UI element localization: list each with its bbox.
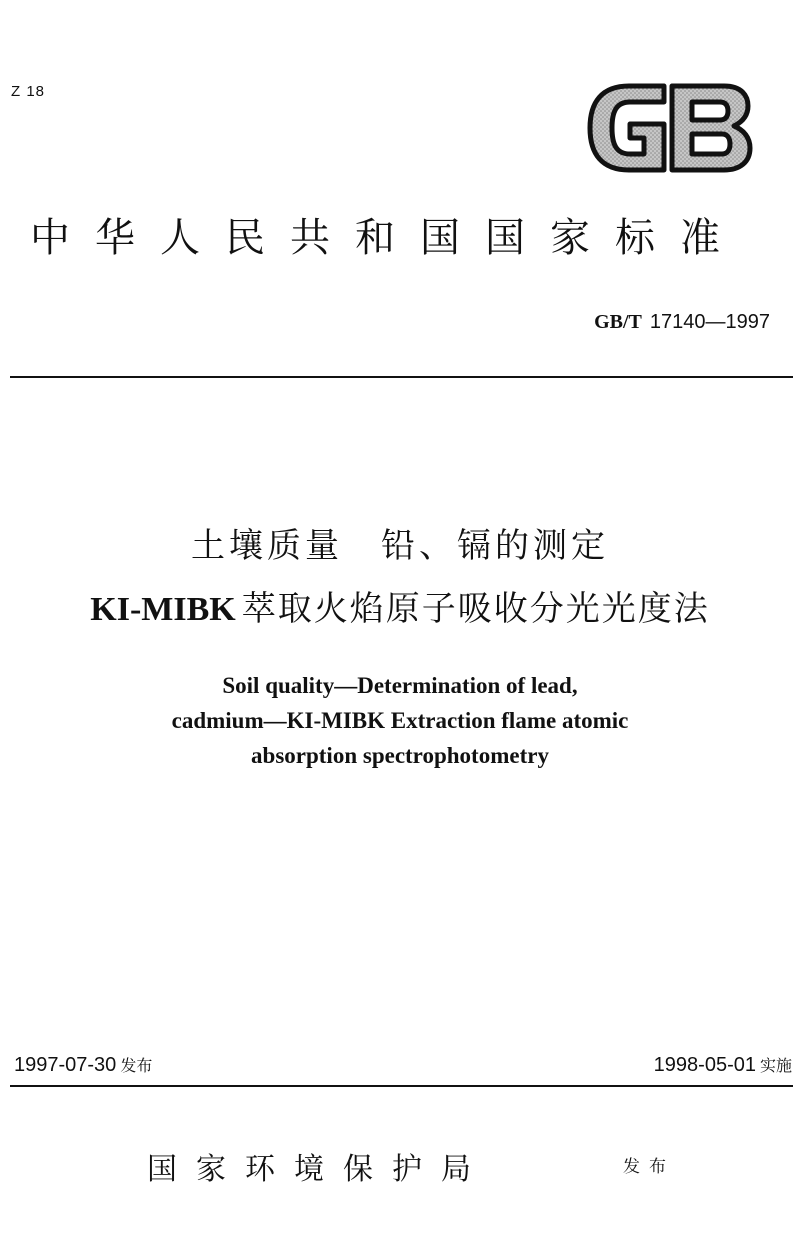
issue-date-label: 发布: [120, 1056, 153, 1075]
issue-date-value: 1997-07-30: [14, 1054, 117, 1076]
standard-number-prefix: GB/T: [594, 311, 642, 333]
chinese-title-line-2-latin: KI-MIBK: [90, 591, 236, 628]
implementation-date-value: 1998-05-01: [653, 1054, 756, 1076]
classification-code: Z 18: [11, 83, 46, 100]
standard-number: [594, 309, 770, 334]
chinese-title-line-2: [0, 581, 800, 630]
standard-number-value: 17140—1997: [649, 311, 770, 333]
english-title-line: Soil quality—Determination of lead,: [222, 673, 578, 698]
issuer-name: 国家环境保护局: [147, 1152, 490, 1187]
gb-logo-g-shape: [590, 86, 664, 170]
top-divider: [10, 376, 793, 378]
implementation-date-label: 实施: [759, 1056, 792, 1075]
gb-logo: [584, 82, 754, 174]
gb-logo-b-shape: [672, 86, 750, 170]
national-standard-title: 中华人民共和国国家标准: [30, 215, 745, 261]
issue-date: [14, 1052, 152, 1077]
implementation-date: [654, 1052, 792, 1077]
chinese-title-line-1: 土壤质量 铅、镉的测定: [191, 526, 609, 566]
issuer-action: 发布: [623, 1157, 675, 1177]
english-title-line: cadmium—KI-MIBK Extraction flame atomic: [171, 708, 629, 733]
bottom-divider: [10, 1085, 793, 1087]
english-title-line: absorption spectrophotometry: [251, 743, 549, 768]
english-title: [0, 668, 800, 773]
chinese-title-line-2-cjk: 萃取火焰原子吸收分光光度法: [241, 589, 710, 629]
